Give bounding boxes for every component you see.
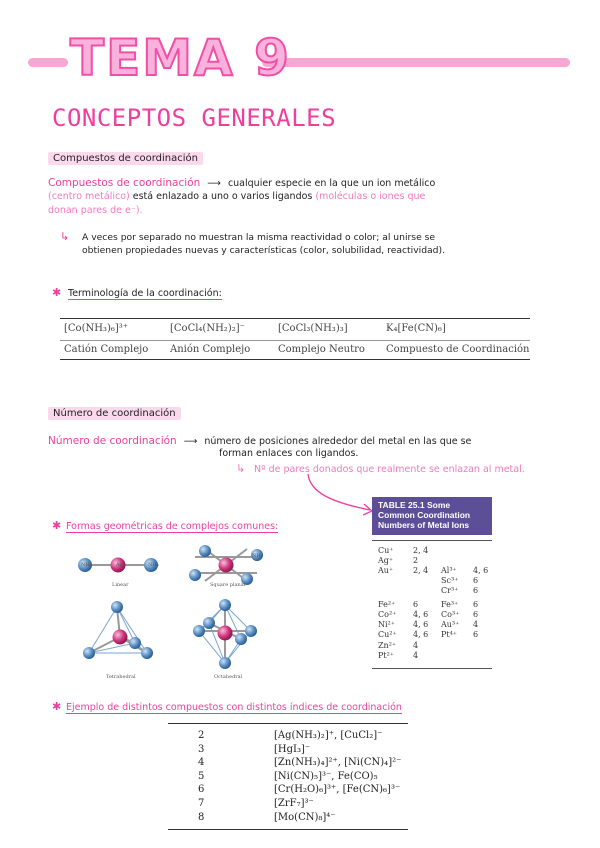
example-compounds: [Mo(CN)₈]⁴⁻: [274, 811, 336, 823]
coord-ion-right: Sc³⁺: [441, 576, 459, 585]
section1-definition: [48, 177, 558, 189]
term-table-top-line: [60, 318, 530, 319]
coord-cn-right: 6: [473, 630, 479, 639]
term-formula-0: [Co(NH₃)₆]³⁺: [64, 323, 129, 334]
coord-ion-left: Ni²⁺: [378, 620, 395, 629]
section1-def-line1: cualquier especie en la que un ion metálico: [227, 178, 436, 189]
star-bullet-2: ✱: [52, 519, 62, 532]
coord-ion-right: Cr³⁺: [441, 586, 459, 595]
geometry-label-octahedral: Octahedral: [214, 674, 243, 680]
coord-cn-left: 4, 6: [413, 630, 429, 639]
coord-ion-left: Fe²⁺: [378, 600, 396, 609]
coord-table-top-line: [372, 540, 492, 541]
atom-label-1: Ag: [116, 562, 123, 568]
coord-cn-right: 6: [473, 610, 479, 619]
title-decoration-right: [262, 58, 570, 67]
section2-def-line1: número de posiciones alrededor del metal en las que se: [204, 436, 472, 447]
coord-ion-left: Pt²⁺: [378, 651, 395, 660]
example-coord-number: 6: [198, 784, 205, 796]
geometry-label-linear: Linear: [112, 582, 129, 588]
example-coord-number: 4: [198, 757, 205, 769]
terminology-heading-text: Terminología de la coordinación:: [68, 288, 222, 299]
coord-table-bottom-line: [372, 668, 492, 669]
section1-def-line2: está enlazado a uno o varios ligandos: [132, 191, 313, 202]
example-compounds: [Zn(NH₃)₄]²⁺, [Ni(CN)₄]²⁻: [274, 757, 402, 769]
term-label-1: Anión Complejo: [170, 344, 251, 355]
coord-cn-right: 4, 6: [473, 566, 489, 575]
section2-sub-note: Nº de pares donados que realmente se enlazan al metal.: [254, 464, 525, 475]
coord-ion-right: Pt⁴⁺: [441, 630, 458, 639]
coord-ion-right: Al³⁺: [441, 566, 457, 575]
coord-ion-left: Cu⁺: [378, 546, 394, 555]
example-coord-number: 3: [198, 743, 205, 755]
atom-label-3: NH₃: [252, 553, 263, 559]
coord-cn-left: 2, 4: [413, 546, 429, 555]
pointer-arrow-icon: [290, 470, 380, 520]
coord-ion-right: Fe³⁺: [441, 600, 459, 609]
section2-def-line2: forman enlaces con ligandos.: [219, 448, 359, 459]
section1-arrow: ⟶: [207, 178, 221, 189]
section1-note-line1: A veces por separado no muestran la misma reactividad o color; al unirse se: [82, 232, 436, 243]
star-bullet-3: ✱: [52, 700, 62, 713]
example-compounds: [Ag(NH₃)₂]⁺, [CuCl₂]⁻: [274, 730, 383, 741]
section2-definition: [48, 435, 568, 447]
page-title: TEMA 9: [70, 29, 291, 87]
atom-label-0: NH₃: [81, 562, 92, 568]
coord-ion-left: Ag⁺: [378, 556, 394, 565]
term-formula-1: [CoCl₄(NH₂)₂]⁻: [170, 323, 245, 334]
coord-cn-left: 4: [413, 651, 419, 660]
term-label-3: Compuesto de Coordinación: [386, 344, 530, 355]
atom-label-2: NH₃: [148, 562, 159, 568]
section1-paren2: (moléculas o iones que: [315, 191, 426, 202]
term-label-0: Catión Complejo: [64, 344, 149, 355]
term-formula-2: [CoCl₃(NH₃)₃]: [278, 323, 348, 334]
star-bullet: ✱: [52, 286, 62, 299]
coord-ion-left: Cu²⁺: [378, 630, 397, 639]
tetrahedral-geometry: [83, 601, 153, 659]
example-compounds: [ZrF₇]³⁻: [274, 798, 314, 809]
section2-arrow: ⟶: [183, 436, 198, 447]
section1-heading-text: Compuestos de coordinación: [48, 152, 203, 165]
example-coord-number: 2: [198, 730, 205, 741]
geometry-label-square-planar: Square planar: [210, 582, 247, 588]
examples-bottom-line: [168, 829, 408, 830]
section2-heading: [48, 408, 181, 419]
example-coord-number: 5: [198, 770, 205, 782]
coord-cn-right: 4: [473, 620, 479, 629]
coord-cn-left: 2: [413, 556, 419, 565]
coord-cn-left: 4: [413, 641, 419, 650]
example-coord-number: 7: [198, 798, 205, 809]
section1-definition-line2: [48, 191, 568, 202]
terminology-heading: [68, 288, 222, 299]
coord-cn-left: 2, 4: [413, 566, 429, 575]
coord-cn-left: 6: [413, 600, 419, 609]
example-compounds: [Ni(CN)₅]³⁻, Fe(CO)₅: [274, 770, 378, 782]
term-label-2: Complejo Neutro: [278, 344, 365, 355]
coord-ion-left: Co²⁺: [378, 610, 397, 619]
section1-term: Compuestos de coordinación: [48, 177, 201, 189]
section1-heading: [48, 153, 203, 164]
geometries-heading-text: Formas geométricas de complejos comunes:: [66, 521, 279, 532]
title-decoration-left: [28, 58, 68, 67]
section1-paren1: (centro metálico): [48, 191, 130, 202]
coord-ion-left: Au⁺: [378, 566, 394, 575]
page-subtitle: CONCEPTOS GENERALES: [52, 104, 337, 132]
coord-ion-right: Au³⁺: [441, 620, 460, 629]
geometry-label-tetrahedral: Tetrahedral: [106, 674, 136, 680]
coord-ion-right: Co³⁺: [441, 610, 460, 619]
section1-paren3: donan pares de e⁻).: [48, 205, 143, 216]
geometries-heading: [66, 521, 278, 532]
term-table-mid-line: [60, 340, 530, 341]
examples-heading-text: Ejemplo de distintos compuestos con distintos índices de coordinación: [66, 702, 402, 713]
term-table-bottom-line: [60, 359, 530, 360]
octahedral-geometry: [193, 599, 257, 669]
example-coord-number: 8: [198, 811, 205, 823]
coord-cn-left: 4, 6: [413, 610, 429, 619]
examples-top-line: [168, 723, 408, 724]
section2-sub-arrow: ↳: [236, 462, 246, 475]
term-formula-3: K₄[Fe(CN)₆]: [386, 323, 446, 334]
coord-ion-left: Zn²⁺: [378, 641, 397, 650]
square-planar-geometry: [189, 545, 263, 585]
section2-heading-text: Número de coordinación: [48, 407, 181, 420]
geometry-illustrations: [75, 545, 275, 690]
example-compounds: [Cr(H₂O)₆]³⁺, [Fe(CN)₆]³⁻: [274, 784, 401, 796]
coord-cn-right: 6: [473, 600, 479, 609]
section1-note-arrow: ↳: [60, 230, 70, 243]
section2-term: Número de coordinación: [48, 435, 177, 447]
coord-cn-right: 6: [473, 586, 479, 595]
example-compounds: [HgI₃]⁻: [274, 743, 311, 755]
section1-note-line2: obtienen propiedades nuevas y características (color, solubilidad, reactividad).: [82, 245, 445, 256]
examples-heading: [66, 702, 402, 713]
coord-cn-right: 6: [473, 576, 479, 585]
coord-table-title: TABLE 25.1 Some Common Coordination Numbers of Metal Ions: [372, 497, 492, 535]
coord-cn-left: 4, 6: [413, 620, 429, 629]
